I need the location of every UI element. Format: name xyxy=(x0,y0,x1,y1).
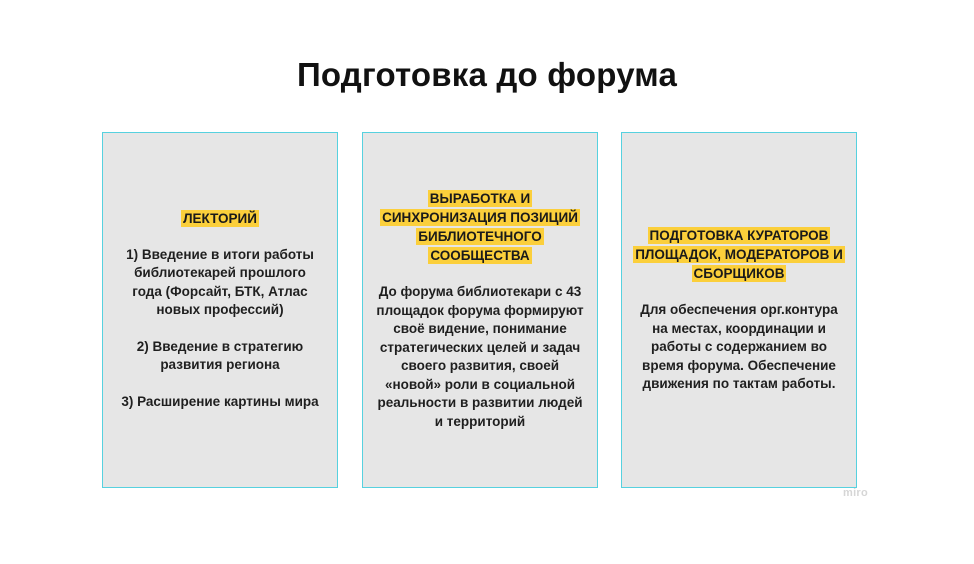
list-item: 2) Введение в стратегию развития региона xyxy=(136,338,304,373)
card-description: Для обеспечения орг.контура на местах, координации и работы с содержанием во время форума. Обеспечение движения по тактам работы. xyxy=(640,302,838,392)
heading-line: ЛЕКТОРИЙ xyxy=(183,210,257,226)
heading-line: ПОДГОТОВКА КУРАТОРОВ xyxy=(649,228,829,244)
card-heading xyxy=(380,189,580,265)
card-synchronization[interactable] xyxy=(362,132,598,488)
heading-line: СБОРЩИКОВ xyxy=(693,266,785,282)
card-list xyxy=(120,246,320,412)
card-heading xyxy=(633,226,845,283)
list-item: 1) Введение в итоги работы библиотекарей прошлого года (Форсайт, БТК, Атлас новых профессий) xyxy=(126,246,314,318)
heading-line: ВЫРАБОТКА И xyxy=(429,191,531,206)
heading-line: СООБЩЕСТВА xyxy=(430,248,530,263)
page-title: Подготовка до форума xyxy=(296,56,678,93)
heading-line: БИБЛИОТЕЧНОГО xyxy=(418,229,542,244)
card-heading xyxy=(181,209,259,228)
list-item: 3) Расширение картины мира xyxy=(121,393,319,409)
miro-watermark: miro xyxy=(843,487,869,499)
card-lectorium[interactable] xyxy=(102,132,338,488)
heading-line: ПЛОЩАДОК, МОДЕРАТОРОВ И xyxy=(635,247,843,263)
heading-line: СИНХРОНИЗАЦИЯ ПОЗИЦИЙ xyxy=(382,210,578,225)
card-curators[interactable] xyxy=(621,132,857,488)
card-description: До форума библиотекари с 43 площадок форума формируют своё видение, понимание стратегических целей и задач своего развития, своей «новой» роли в социальной реальности в развитии людей и территорий xyxy=(376,284,584,429)
